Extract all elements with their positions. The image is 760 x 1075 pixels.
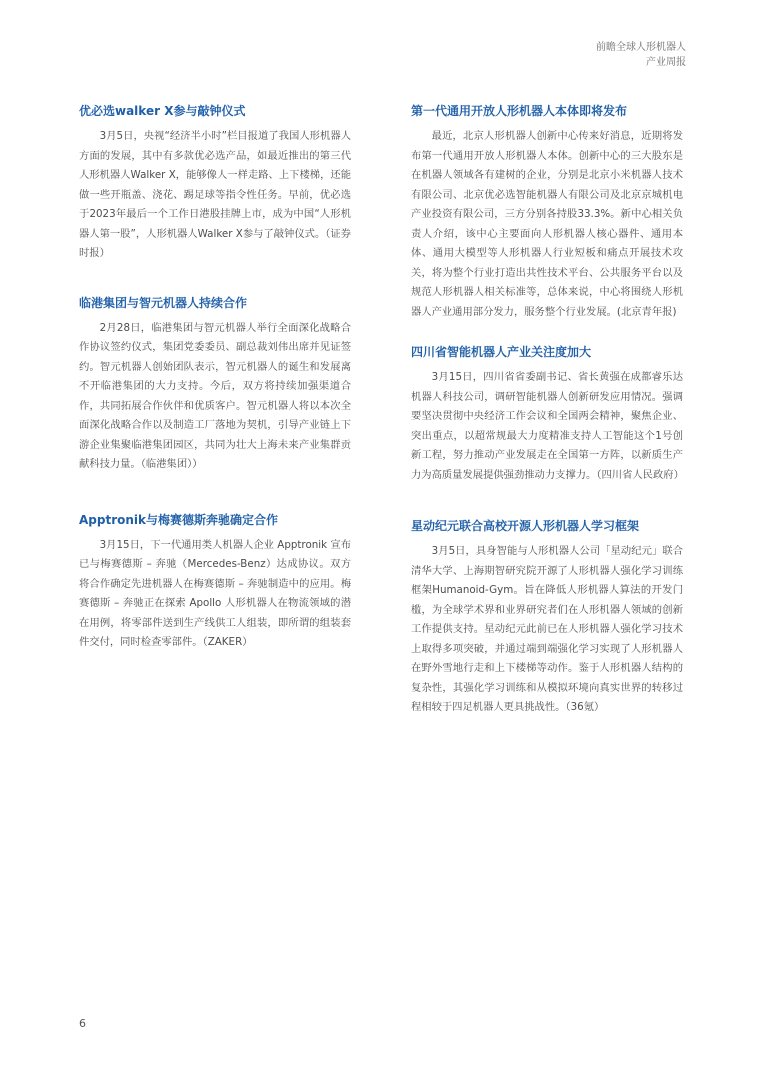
article-sichuan-robotics [411, 344, 683, 485]
article-title: 星动纪元联合高校开源人形机器人学习框架 [411, 519, 640, 533]
article-title: Apptronik与梅赛德斯奔驰确定合作 [79, 512, 279, 527]
article-lingang-agibot [79, 295, 351, 475]
article-body: 3月5日，具身智能与人形机器人公司「星动纪元」联合清华大学、上海期智研究院开源了人形机器人强化学习训练框架Humanoid-Gym。旨在降低人形机器人算法的开发门槛，为全球学术界和业界研究者们在人形机器人领域的创新工作提供支持。星动纪元此前已在人形机器人强化学习技术上取得多项突破，并通过端到端强化学习实现了人形机器人在野外雪地行走和上下楼梯等动作。鉴于人形机器人结构的复杂性，其强化学习训练和从模拟环境向真实世界的转移过程相较于四足机器人更具挑战性。（36氪） [411, 545, 683, 713]
article-body: 3月5日，央视“经济半小时”栏目报道了我国人形机器人方面的发展，其中有多款优必选产品，如最近推出的第三代人形机器人Walker X，能够像人一样走路、上下楼梯，还能做一些开瓶盖、浇花、踢足球等指令性任务。早前，优必选于2023年最后一个工作日港股挂牌上市，成为中国“人形机器人第一股”，人形机器人Walker X参与了敲钟仪式。（证券时报） [79, 130, 351, 259]
article-title: 优必选walker X参与敲钟仪式 [79, 104, 246, 118]
article-body: 3月15日，下一代通用类人机器人企业 Apptronik 宣布已与梅赛德斯 – 奔驰（Mercedes-Benz）达成协议。双方将合作确定先进机器人在梅赛德斯 – 奔驰制造中的应用。梅赛德斯 – 奔驰正在探索 Apollo 人形机器人在物流领域的潜在用例，将零部件送到生产线供工人组装，即所谓的组装套件交付，同时检查零部件。（ZAKER） [79, 538, 351, 648]
header-report-title: 前瞻全球人形机器人 [596, 42, 686, 53]
article-apptronik-mercedes [79, 512, 351, 653]
header-report-subtitle: 产业周报 [646, 57, 686, 68]
article-title: 临港集团与智元机器人持续合作 [79, 295, 248, 310]
article-body: 3月15日，四川省省委副书记、省长黄强在成都睿乐达机器人科技公司，调研智能机器人创新研发应用情况。强调要坚决贯彻中央经济工作会议和全国两会精神，聚焦企业、突出重点，以超常规最大力度精准支持人工智能这个1号创新工程，努力推动产业发展走在全国第一方阵，以新质生产力为高质量发展提供强劲推动力支撑力。（四川省人民政府） [411, 371, 684, 481]
page-number: 6 [79, 1017, 86, 1030]
article-title: 四川省智能机器人产业关注度加大 [411, 345, 592, 359]
article-title: 第一代通用开放人形机器人本体即将发布 [411, 104, 628, 118]
left-column [79, 103, 351, 653]
right-column [411, 103, 683, 718]
page-header [596, 40, 686, 70]
article-robotera-opensource [411, 518, 683, 718]
article-body: 2月28日，临港集团与智元机器人举行全面深化战略合作协议签约仪式，集团党委委员、副总裁刘伟出席并见证签约。智元机器人创始团队表示，智元机器人的诞生和发展离不开临港集团的大力支持。今后，双方将持续加强渠道合作，共同拓展合作伙伴和优质客户。智元机器人将以本次全面深化战略合作以及制造工厂落地为契机，引导产业链上下游企业集聚临港集团园区，共同为壮大上海未来产业集群贡献科技力量。（临港集团）） [79, 321, 351, 470]
article-ubtech-walker [79, 103, 351, 264]
article-first-gen-humanoid [411, 103, 683, 322]
article-body: 最近，北京人形机器人创新中心传来好消息，近期将发布第一代通用开放人形机器人本体。创新中心的三大股东是在机器人领域各有建树的企业，分别是北京小米机器人技术有限公司、北京优必选智能机器人有限公司及北京京城机电产业投资有限公司，三方分别各持股33.3%。新中心相关负责人介绍，该中心主要面向人形机器人核心器件、通用本体、通用大模型等人形机器人行业短板和痛点开展技术攻关，将为整个行业打造出共性技术平台、公共服务平台以及规范人形机器人相关标准等，总体来说，中心将围绕人形机器人产业通用部分发力，服务整个行业发展。(北京青年报) [411, 130, 683, 318]
